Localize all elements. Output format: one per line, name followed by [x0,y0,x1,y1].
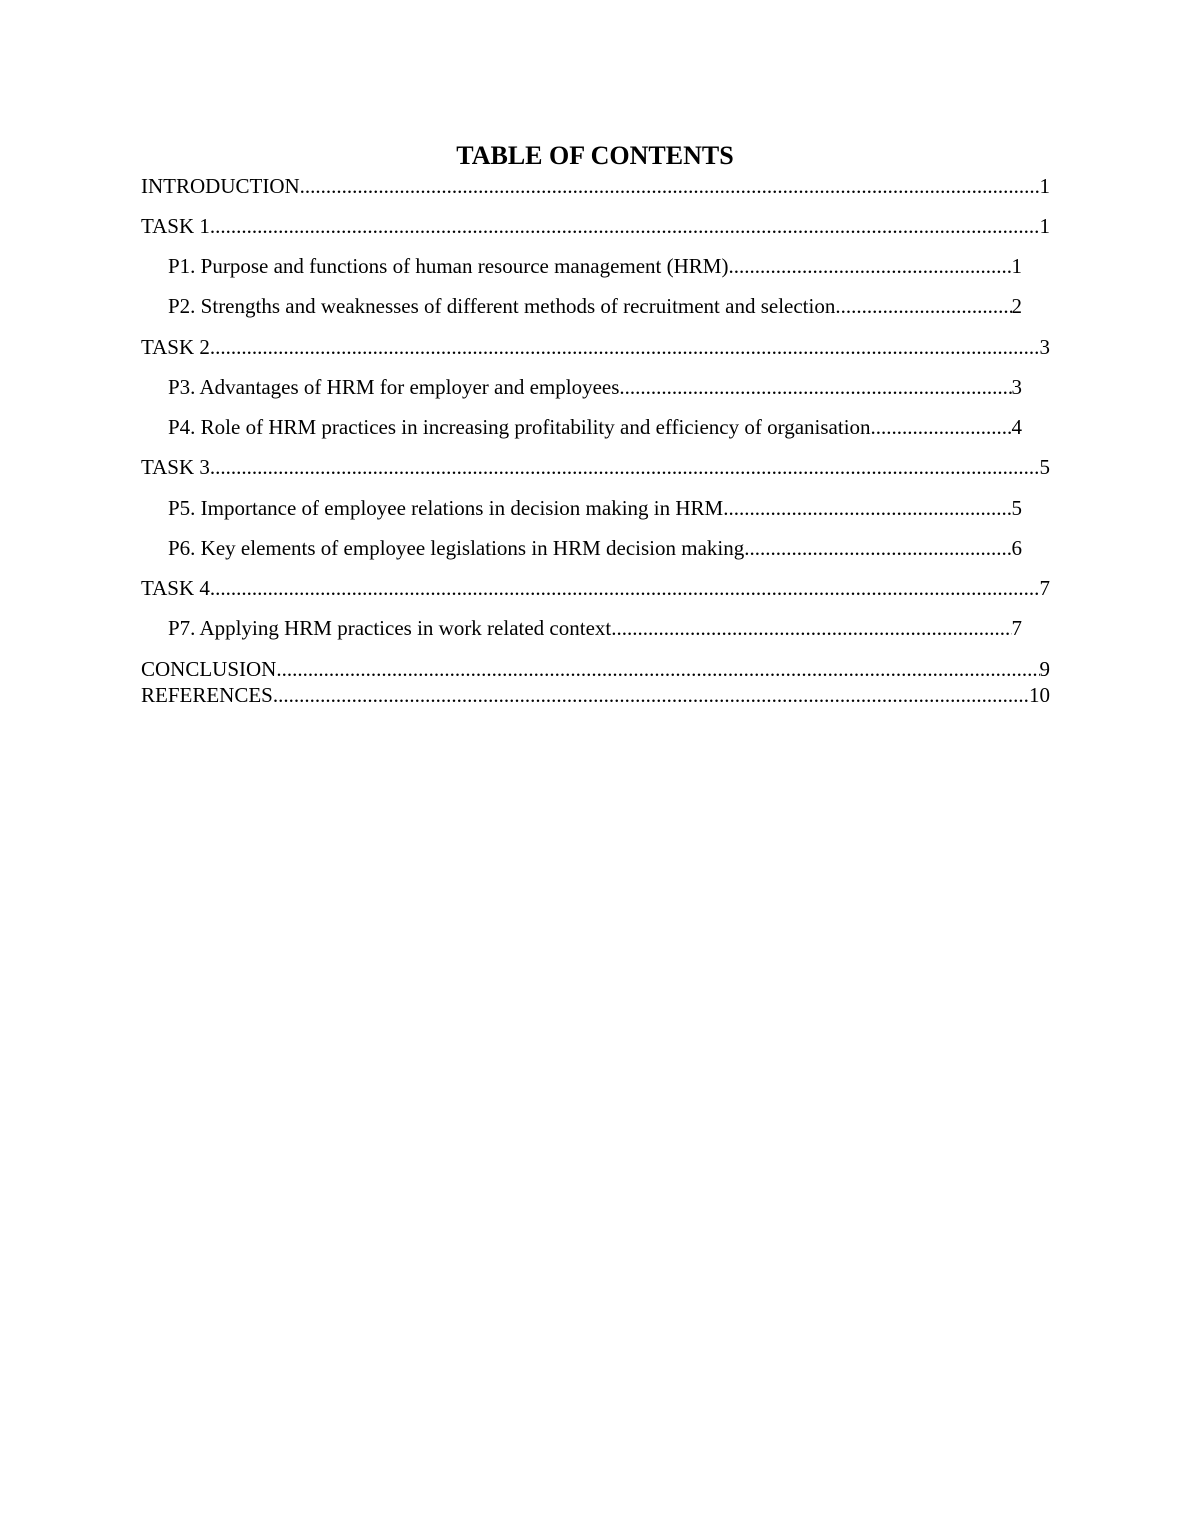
toc-page-number: 6 [1011,536,1022,560]
toc-dot-leader [835,293,1011,319]
toc-dot-leader [300,173,1040,199]
toc-dot-leader [728,253,1011,279]
toc-dot-leader [210,334,1040,360]
toc-dot-leader [273,682,1029,708]
toc-title: TABLE OF CONTENTS [456,141,734,170]
toc-page-number: 5 [1039,455,1050,479]
toc-entry-label: P1. Purpose and functions of human resource management (HRM) [168,254,729,278]
toc-entry-label: TASK 1 [141,214,210,238]
toc-entry-label: TASK 3 [141,455,210,479]
toc-entry-p6[interactable] [168,535,1022,561]
toc-entry-p2[interactable] [168,293,1022,319]
toc-dot-leader [611,615,1011,641]
toc-page-number: 10 [1029,683,1050,707]
toc-entry-label: CONCLUSION [141,657,277,681]
toc-entry-task-4[interactable] [141,575,1050,601]
toc-entry-task-2[interactable] [141,334,1050,360]
toc-page-number: 3 [1011,375,1022,399]
toc-entry-label: P6. Key elements of employee legislations in HRM decision making [168,536,745,560]
toc-entry-p5[interactable] [168,495,1022,521]
toc-page-number: 1 [1011,254,1022,278]
toc-page-number: 4 [1011,415,1022,439]
toc-entry-label: TASK 2 [141,335,210,359]
toc-entry-p7[interactable] [168,615,1022,641]
toc-page-number: 9 [1039,657,1050,681]
toc-entry-label: INTRODUCTION [141,174,300,198]
toc-entry-label: P7. Applying HRM practices in work related context [168,616,612,640]
toc-dot-leader [723,495,1011,521]
toc-entry-conclusion[interactable] [141,656,1050,682]
toc-dot-leader [276,656,1039,682]
toc-entry-task-1[interactable] [141,213,1050,239]
toc-page-number: 7 [1011,616,1022,640]
toc-page-number: 7 [1039,576,1050,600]
toc-page-number: 1 [1039,214,1050,238]
toc-dot-leader [210,454,1040,480]
toc-entry-label: P3. Advantages of HRM for employer and employees [168,375,620,399]
toc-page-number: 2 [1011,294,1022,318]
toc-page-number: 1 [1039,174,1050,198]
toc-dot-leader [210,575,1040,601]
toc-page-number: 3 [1039,335,1050,359]
toc-dot-leader [871,414,1012,440]
toc-dot-leader [744,535,1011,561]
toc-entry-introduction[interactable] [141,173,1050,199]
toc-entry-label: TASK 4 [141,576,210,600]
toc-entry-label: P2. Strengths and weaknesses of different methods of recruitment and selection [168,294,836,318]
toc-page-number: 5 [1011,496,1022,520]
toc-entry-task-3[interactable] [141,454,1050,480]
toc-entry-label: P5. Importance of employee relations in decision making in HRM [168,496,724,520]
toc-entry-p4[interactable] [168,414,1022,440]
toc-entry-label: P4. Role of HRM practices in increasing profitability and efficiency of organisation [168,415,871,439]
toc-dot-leader [210,213,1040,239]
toc-entry-p1[interactable] [168,253,1022,279]
toc-entry-label: REFERENCES [141,683,273,707]
toc-entry-p3[interactable] [168,374,1022,400]
toc-entry-references[interactable] [141,682,1050,708]
toc-dot-leader [619,374,1011,400]
